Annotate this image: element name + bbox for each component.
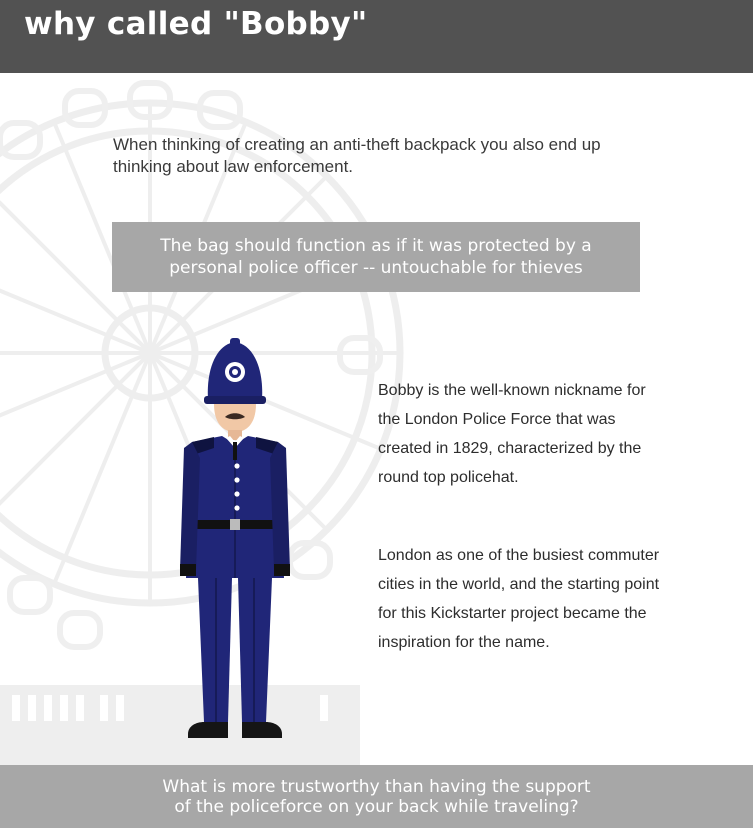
header-bar bbox=[0, 0, 753, 73]
description-paragraph-2: London as one of the busiest commuter cities in the world, and the starting point for this Kickstarter project became the inspiration for the name. bbox=[378, 547, 660, 651]
footer-line-1: What is more trustworthy than having the support bbox=[162, 777, 591, 797]
quote-box bbox=[112, 222, 640, 292]
quote-line-2: personal police officer -- untouchable for thieves bbox=[169, 258, 583, 278]
description-paragraph-1: Bobby is the well-known nickname for the London Police Force that was created in 1829, characterized by the round top policehat. bbox=[378, 382, 646, 486]
footer-line-2: of the policeforce on your back while traveling? bbox=[174, 797, 579, 817]
quote-line-1: The bag should function as if it was protected by a bbox=[160, 236, 592, 256]
footer-bar bbox=[0, 765, 753, 828]
intro-text: When thinking of creating an anti-theft backpack you also end up thinking about law enforcement. bbox=[113, 135, 601, 176]
police-officer-illustration bbox=[170, 338, 300, 748]
page-title: why called "Bobby" bbox=[24, 6, 368, 42]
